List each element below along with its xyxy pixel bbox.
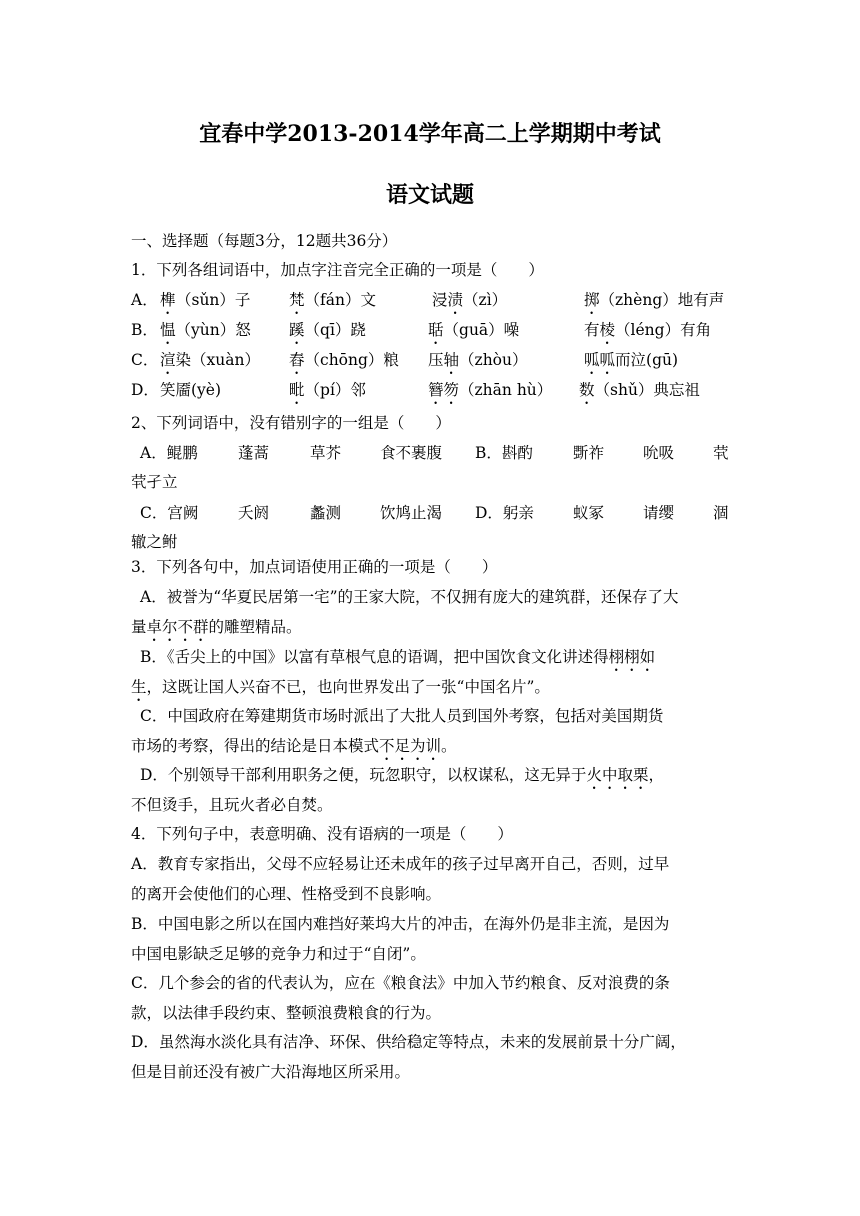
q2-r2-w6: 蚁冢 bbox=[573, 504, 605, 522]
q1-c-item4: 呱呱而泣(gū) bbox=[584, 351, 679, 369]
q2-r2-w3: 蠡测 bbox=[310, 504, 342, 522]
q4-c-line2: 款，以法律手段约束、整顿浪费粮食的行为。 bbox=[131, 1004, 442, 1022]
q1-option-a-label: A． bbox=[131, 291, 158, 309]
q1-stem: 1．下列各组词语中，加点字注音完全正确的一项是（ ） bbox=[131, 261, 544, 279]
q2-r1-w2: 蓬蒿 bbox=[238, 444, 270, 462]
q1-a-item2: 梵（fán）文 bbox=[289, 291, 376, 309]
exam-subtitle: 语文试题 bbox=[385, 182, 474, 208]
q1-option-c-label: C． bbox=[131, 351, 159, 369]
q3-a-line1: A．被誉为“华夏民居第一宅”的王家大院，不仅拥有庞大的建筑群，还保存了大 bbox=[140, 588, 679, 606]
q1-a-item1-pinyin: （sǔn）子 bbox=[176, 291, 251, 309]
q1-a-item4: 掷（zhèng）地有声 bbox=[584, 291, 725, 309]
q1-a-item3: 浸渍（zì） bbox=[432, 291, 508, 309]
q2-r1-w7: 吮吸 bbox=[643, 444, 675, 462]
q1-b-item3: 聒（guā）噪 bbox=[428, 321, 520, 339]
q4-d-line2: 但是目前还没有被广大沿海地区所采用。 bbox=[131, 1063, 411, 1081]
section-heading: 一、选择题（每题3分，12题共36分） bbox=[131, 232, 398, 250]
q1-b-item4: 有棱（léng）有角 bbox=[584, 321, 712, 339]
q4-a-line2: 的离开会使他们的心理、性格受到不良影响。 bbox=[131, 885, 442, 903]
q1-c-item2: 舂（chōng）粮 bbox=[289, 351, 399, 369]
q1-option-b-label: B． bbox=[131, 321, 158, 339]
q4-b-line1: B．中国电影之所以在国内难挡好莱坞大片的冲击，在海外仍是非主流，是因为 bbox=[131, 915, 670, 933]
q4-d-line1: D．虽然海水淡化具有洁净、环保、供给稳定等特点，未来的发展前景十分广阔， bbox=[131, 1033, 686, 1051]
q1-b-item2: 蹊（qī）跷 bbox=[289, 321, 366, 339]
q4-b-line2: 中国电影缺乏足够的竞争力和过于“自闭”。 bbox=[131, 945, 426, 963]
q2-r2-continued: 辙之鲋 bbox=[131, 533, 178, 551]
q2-r1-w5: B．斟酌 bbox=[475, 444, 533, 462]
q1-d-item3: 簪笏（zhān hù） bbox=[428, 381, 553, 399]
q4-c-line1: C．几个参会的省的代表认为，应在《粮食法》中加入节约粮食、反对浪费的条 bbox=[131, 974, 670, 992]
q2-r1-w4: 食不裹腹 bbox=[380, 444, 443, 462]
exam-title: 宜春中学2013-2014学年高二上学期期中考试 bbox=[199, 121, 661, 147]
q1-d-item1: 笑靥(yè) bbox=[160, 381, 222, 399]
q2-r1-w6: 斲祚 bbox=[573, 444, 605, 462]
q3-c-line2: 市场的考察，得出的结论是日本模式不足为训。 bbox=[131, 737, 457, 755]
q3-a-line2: 量卓尔不群的雕塑精品。 bbox=[131, 618, 302, 636]
q2-r2-w1: C．宫阙 bbox=[140, 504, 199, 522]
q2-r2-w7: 请缨 bbox=[643, 504, 675, 522]
q2-r2-w8: 涸 bbox=[713, 504, 729, 522]
q3-c-line1: C．中国政府在筹建期货市场时派出了大批人员到国外考察，包括对美国期货 bbox=[140, 707, 664, 725]
q1-b-item1: 愠（yùn）怒 bbox=[160, 321, 251, 339]
q3-b-line1: B．《舌尖上的中国》以富有草根气息的语调，把中国饮食文化讲述得栩栩如 bbox=[140, 648, 656, 666]
q2-r1-continued: 茕孑立 bbox=[131, 473, 178, 491]
q1-a-item1: 榫 bbox=[160, 291, 176, 309]
q2-stem: 2、下列词语中，没有错别字的一组是（ ） bbox=[131, 414, 451, 432]
q3-b-line2: 生，这既让国人兴奋不已，也向世界发出了一张“中国名片”。 bbox=[131, 678, 550, 696]
q1-c-item1: 渲染（xuàn） bbox=[160, 351, 260, 369]
q3-d-line2: 不但烫手，且玩火者必自焚。 bbox=[131, 796, 333, 814]
q2-r1-w1: A．鲲鹏 bbox=[140, 444, 198, 462]
q2-r1-w3: 草芥 bbox=[310, 444, 342, 462]
q2-r2-w4: 饮鸠止渴 bbox=[380, 504, 443, 522]
q1-c-item3: 压轴（zhòu） bbox=[428, 351, 528, 369]
q1-d-item4: 数（shǔ）典忘祖 bbox=[579, 381, 700, 399]
q4-a-line1: A．教育专家指出，父母不应轻易让还未成年的孩子过早离开自己，否则，过早 bbox=[131, 855, 670, 873]
q2-r2-w2: 夭阏 bbox=[238, 504, 270, 522]
q2-r2-w5: D．躬亲 bbox=[475, 504, 534, 522]
q3-d-line1: D．个别领导干部利用职务之便，玩忽职守，以权谋私，这无异于火中取栗， bbox=[140, 766, 664, 784]
q1-d-item2: 毗（pí）邻 bbox=[289, 381, 366, 399]
q4-stem: 4．下列句子中，表意明确、没有语病的一项是（ ） bbox=[131, 825, 513, 843]
q3-stem: 3．下列各句中，加点词语使用正确的一项是（ ） bbox=[131, 558, 498, 576]
q2-r1-w8: 茕 bbox=[713, 444, 729, 462]
q1-option-d-label: D． bbox=[131, 381, 159, 399]
